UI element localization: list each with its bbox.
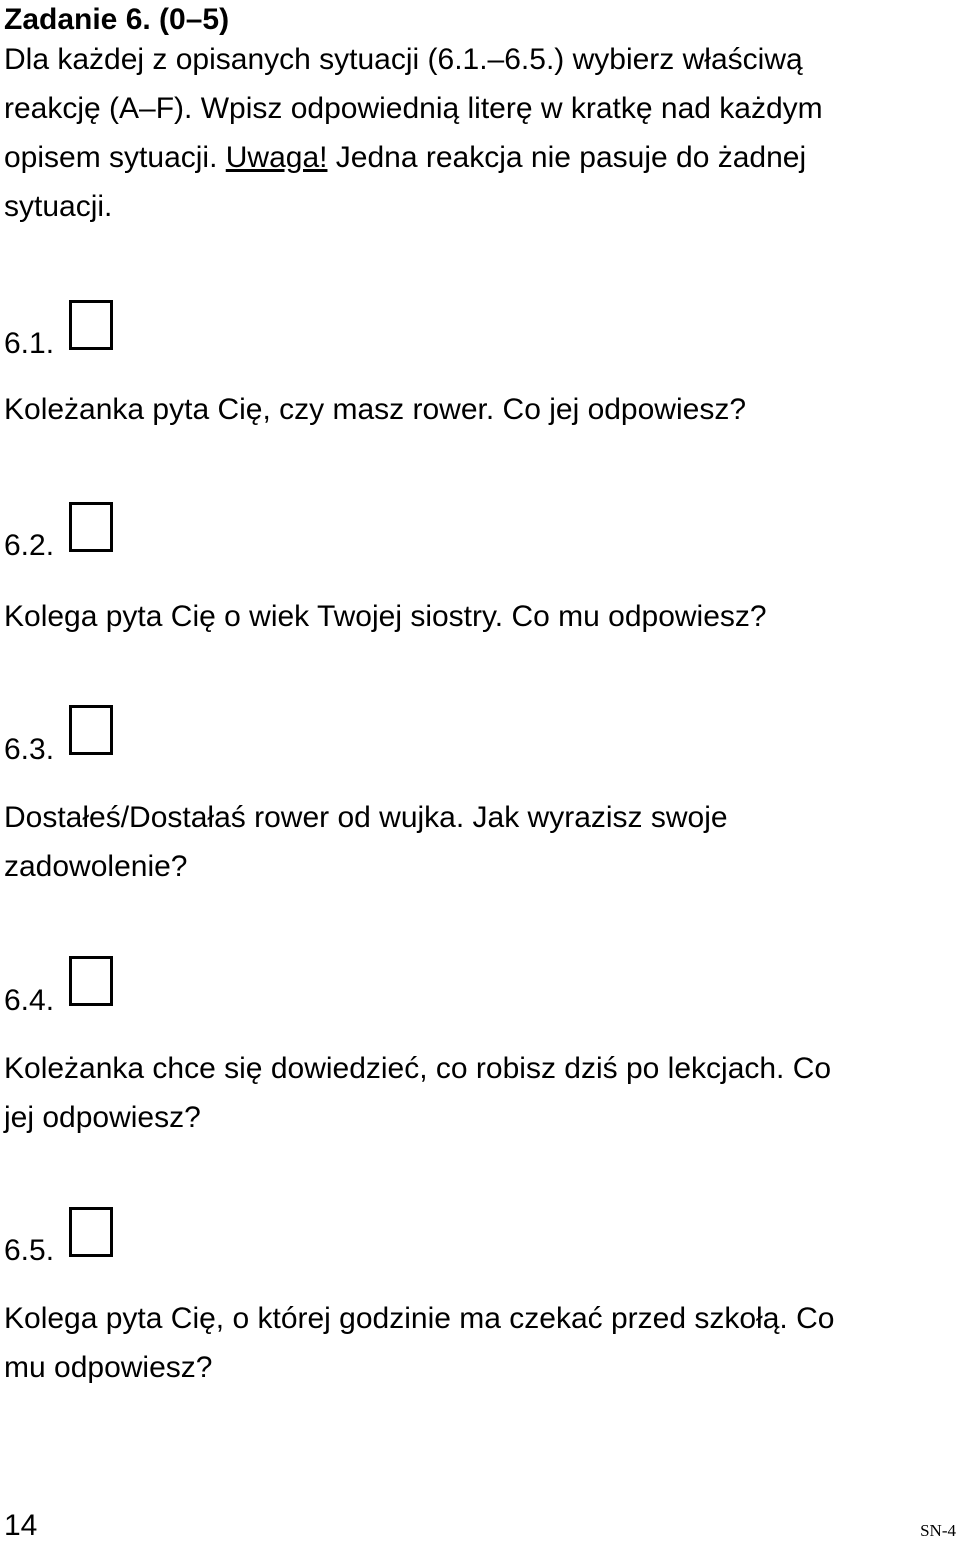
item-description-cont: zadowolenie? [4,850,188,883]
instruction-text: opisem sytuacji. [4,141,226,174]
item-description: Kolega pyta Cię o wiek Twojej siostry. Co mu odpowiesz? [4,600,767,633]
instruction-line: Dla każdej z opisanych sytuacji (6.1.–6.5.) wybierz właściwą [4,43,803,76]
exam-code: SN-4 [920,1521,956,1540]
answer-box[interactable] [69,956,113,1006]
task-title: Zadanie 6. (0–5) [4,3,230,36]
instruction-text: Jedna reakcja nie pasuje do żadnej [327,141,807,174]
instruction-line [4,140,806,176]
answer-box[interactable] [69,1207,113,1257]
item-description-cont: mu odpowiesz? [4,1351,213,1384]
item-number: 6.4. [4,984,55,1017]
item-number: 6.2. [4,529,55,562]
item-description: Kolega pyta Cię, o której godzinie ma czekać przed szkołą. Co [4,1302,835,1335]
item-number: 6.1. [4,327,55,360]
answer-box[interactable] [69,502,113,552]
instruction-line: reakcję (A–F). Wpisz odpowiednią literę w kratkę nad każdym [4,92,823,125]
item-description: Dostałeś/Dostałaś rower od wujka. Jak wyrazisz swoje [4,801,728,834]
item-number: 6.3. [4,733,55,766]
instruction-line: sytuacji. [4,190,113,223]
item-description-cont: jej odpowiesz? [4,1101,201,1134]
warning-label: Uwaga! [225,141,328,174]
page-number: 14 [4,1509,38,1542]
answer-box[interactable] [69,705,113,755]
answer-box[interactable] [69,300,113,350]
item-description: Koleżanka chce się dowiedzieć, co robisz dziś po lekcjach. Co [4,1052,832,1085]
item-description: Koleżanka pyta Cię, czy masz rower. Co jej odpowiesz? [4,393,747,426]
item-number: 6.5. [4,1234,55,1267]
